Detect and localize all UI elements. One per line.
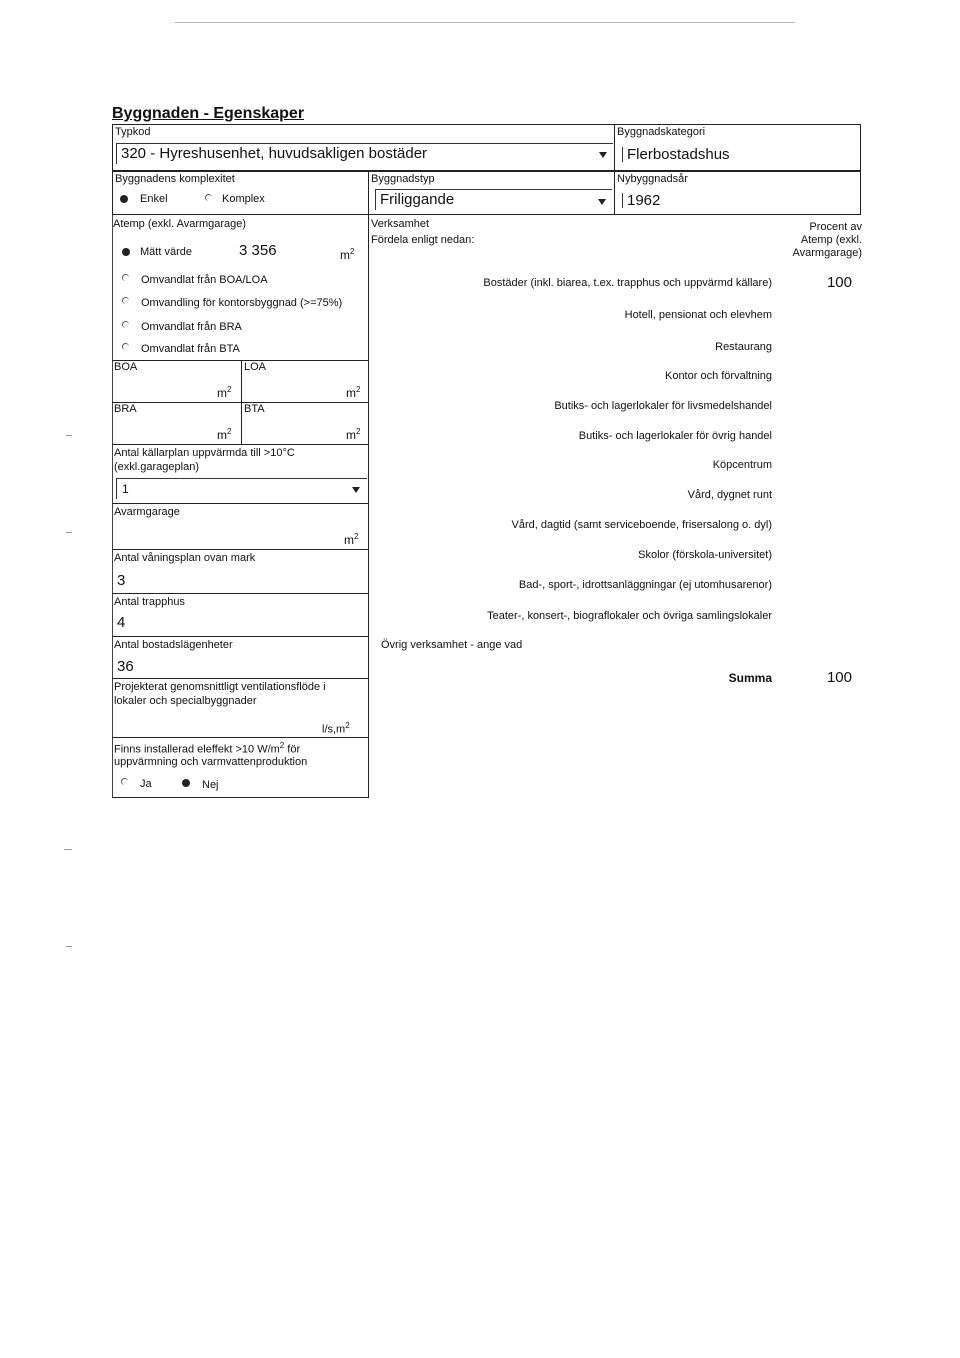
page-title: Byggnaden - Egenskaper	[112, 105, 305, 122]
byggnadskategori-label: Byggnadskategori	[617, 126, 706, 138]
kallarplan-select[interactable]	[116, 478, 367, 499]
nybyggnadsar-value[interactable]: 1962	[622, 193, 660, 208]
enkel-label: Enkel	[140, 193, 168, 205]
summa-value: 100	[826, 669, 852, 686]
verksamhet-row-label: Vård, dagtid (samt serviceboende, frisersalong o. dyl)	[511, 519, 772, 531]
verksamhet-row-label: Butiks- och lagerlokaler för livsmedelshandel	[554, 400, 772, 412]
typkod-select[interactable]	[116, 143, 613, 164]
trapphus-bottom	[112, 636, 368, 637]
procent-header	[760, 221, 862, 260]
ventilation-unit: $l/s,m^2$	[322, 721, 350, 736]
eleffekt-ja-radio[interactable]	[121, 778, 128, 785]
eleffekt-ja-label: Ja	[140, 778, 152, 790]
ventilation-label-2: lokaler och specialbyggnader	[114, 695, 257, 707]
bta-unit: $m^2$	[346, 427, 361, 442]
boa-unit: $m^2$	[217, 385, 232, 400]
atemp-unit: $m^2$	[340, 247, 355, 262]
typkod-divider	[614, 124, 615, 171]
typkod-label: Typkod	[115, 126, 151, 138]
loa-label: LOA	[244, 361, 267, 373]
scan-mark-2	[66, 532, 72, 533]
atemp-label: Atemp (exkl. Avarmgarage)	[113, 218, 247, 230]
eleffekt-nej-label: Nej	[202, 779, 219, 791]
komplexitet-label: Byggnadens komplexitet	[115, 173, 235, 185]
procent-label-3: Avarmgarage)	[792, 247, 862, 259]
eleffekt-label-2: uppvärmning och varmvattenproduktion	[114, 756, 308, 768]
verksamhet-row-label: Skolor (förskola-universitet)	[638, 549, 772, 561]
verksamhet-row-label: Köpcentrum	[712, 459, 772, 471]
ventilation-bottom	[112, 737, 368, 738]
enkel-radio[interactable]	[120, 195, 128, 203]
boa-label: BOA	[114, 361, 138, 373]
vaningsplan-label: Antal våningsplan ovan mark	[114, 552, 256, 564]
bostadslagenheter-bottom	[112, 678, 368, 679]
scan-top-line	[175, 22, 795, 23]
area-grid-top	[112, 360, 368, 361]
area-grid-bottom	[112, 444, 368, 445]
bra-label: BRA	[114, 403, 137, 415]
omvandlat-boa-loa-label: Omvandlat från BOA/LOA	[141, 274, 268, 286]
summa-label: Summa	[728, 671, 772, 685]
matt-varde-radio[interactable]	[122, 248, 130, 256]
vaningsplan-bottom	[112, 593, 368, 594]
verksamhet-sublabel: Fördela enligt nedan:	[371, 234, 475, 246]
komplex-radio[interactable]	[205, 194, 212, 201]
avarmgarage-bottom	[112, 549, 368, 550]
omvandling-kontor-radio[interactable]	[122, 297, 129, 304]
typkod-value: 320 - Hyreshusenhet, huvudsakligen bostäder	[121, 145, 428, 162]
typkod-dropdown-icon[interactable]	[599, 152, 607, 158]
trapphus-value[interactable]: 4	[117, 614, 126, 631]
omvandlat-bra-label: Omvandlat från BRA	[141, 321, 242, 333]
byggnadstyp-value: Friliggande	[380, 191, 455, 208]
omvandlat-bra-radio[interactable]	[122, 321, 129, 328]
nybyggnadsar-label: Nybyggnadsår	[617, 173, 688, 185]
scan-mark-4	[66, 946, 72, 947]
eleffekt-bottom	[112, 797, 368, 798]
byggnadstyp-dropdown-icon[interactable]	[598, 199, 606, 205]
matt-varde-value[interactable]: 3 356	[239, 242, 277, 259]
kallarplan-bottom	[112, 503, 368, 504]
trapphus-label: Antal trapphus	[114, 596, 185, 608]
ventilation-label-1: Projekterat genomsnittligt ventilationsflöde i	[114, 681, 326, 693]
verksamhet-row-label: Teater-, konsert-, biograflokaler och övriga samlingslokaler	[487, 610, 772, 622]
verksamhet-label: Verksamhet	[371, 218, 430, 230]
verksamhet-row-label: Restaurang	[715, 341, 772, 353]
loa-unit: $m^2$	[346, 385, 361, 400]
kallarplan-label-2: (exkl.garageplan)	[114, 461, 199, 473]
bta-label: BTA	[244, 403, 265, 415]
omvandling-kontor-label: Omvandling för kontorsbyggnad (>=75%)	[141, 297, 343, 309]
area-grid-middle	[112, 402, 368, 403]
row2-divider-1	[368, 171, 369, 215]
kallarplan-dropdown-icon[interactable]	[352, 487, 360, 493]
avarmgarage-unit: $m^2$	[344, 532, 359, 547]
verksamhet-row-value[interactable]: 100	[826, 274, 852, 291]
verksamhet-row-label: Butiks- och lagerlokaler för övrig handel	[578, 430, 772, 442]
bostadslagenheter-value[interactable]: 36	[117, 658, 134, 675]
left-column-left-border	[112, 215, 113, 798]
omvandlat-boa-loa-radio[interactable]	[122, 274, 129, 281]
scan-mark-3	[64, 849, 72, 850]
eleffekt-label-1: Finns installerad eleffekt >10 $W/m^2$ för	[114, 741, 301, 756]
vaningsplan-value[interactable]: 3	[117, 572, 126, 589]
scan-mark-1	[66, 435, 72, 436]
byggnadstyp-label: Byggnadstyp	[371, 173, 435, 185]
omvandlat-bta-radio[interactable]	[122, 343, 129, 350]
left-column-right-border	[368, 215, 369, 798]
kallarplan-label-1: Antal källarplan uppvärmda till >10°C	[114, 447, 295, 459]
omvandlat-bta-label: Omvandlat från BTA	[141, 343, 240, 355]
byggnadskategori-value: Flerbostadshus	[622, 147, 730, 162]
verksamhet-row-label: Bostäder (inkl. biarea, t.ex. trapphus och uppvärmd källare)	[483, 277, 772, 289]
verksamhet-row-label: Hotell, pensionat och elevhem	[624, 309, 772, 321]
verksamhet-row-label: Kontor och förvaltning	[664, 370, 772, 382]
kallarplan-value: 1	[122, 482, 129, 496]
avarmgarage-label: Avarmgarage	[114, 506, 180, 518]
ovrig-verksamhet-label: Övrig verksamhet - ange vad	[381, 639, 523, 651]
procent-label-2: Atemp (exkl.	[800, 234, 862, 246]
komplex-label: Komplex	[222, 193, 265, 205]
eleffekt-nej-radio[interactable]	[182, 779, 190, 787]
matt-varde-label: Mätt värde	[140, 246, 192, 258]
bostadslagenheter-label: Antal bostadslägenheter	[114, 639, 233, 651]
byggnadstyp-select[interactable]	[375, 189, 612, 210]
procent-label-1: Procent av	[809, 221, 862, 233]
row2-divider-2	[614, 171, 615, 215]
bra-unit: $m^2$	[217, 427, 232, 442]
verksamhet-row-label: Bad-, sport-, idrottsanläggningar (ej utomhusarenor)	[518, 579, 772, 591]
verksamhet-row-label: Vård, dygnet runt	[687, 489, 772, 501]
